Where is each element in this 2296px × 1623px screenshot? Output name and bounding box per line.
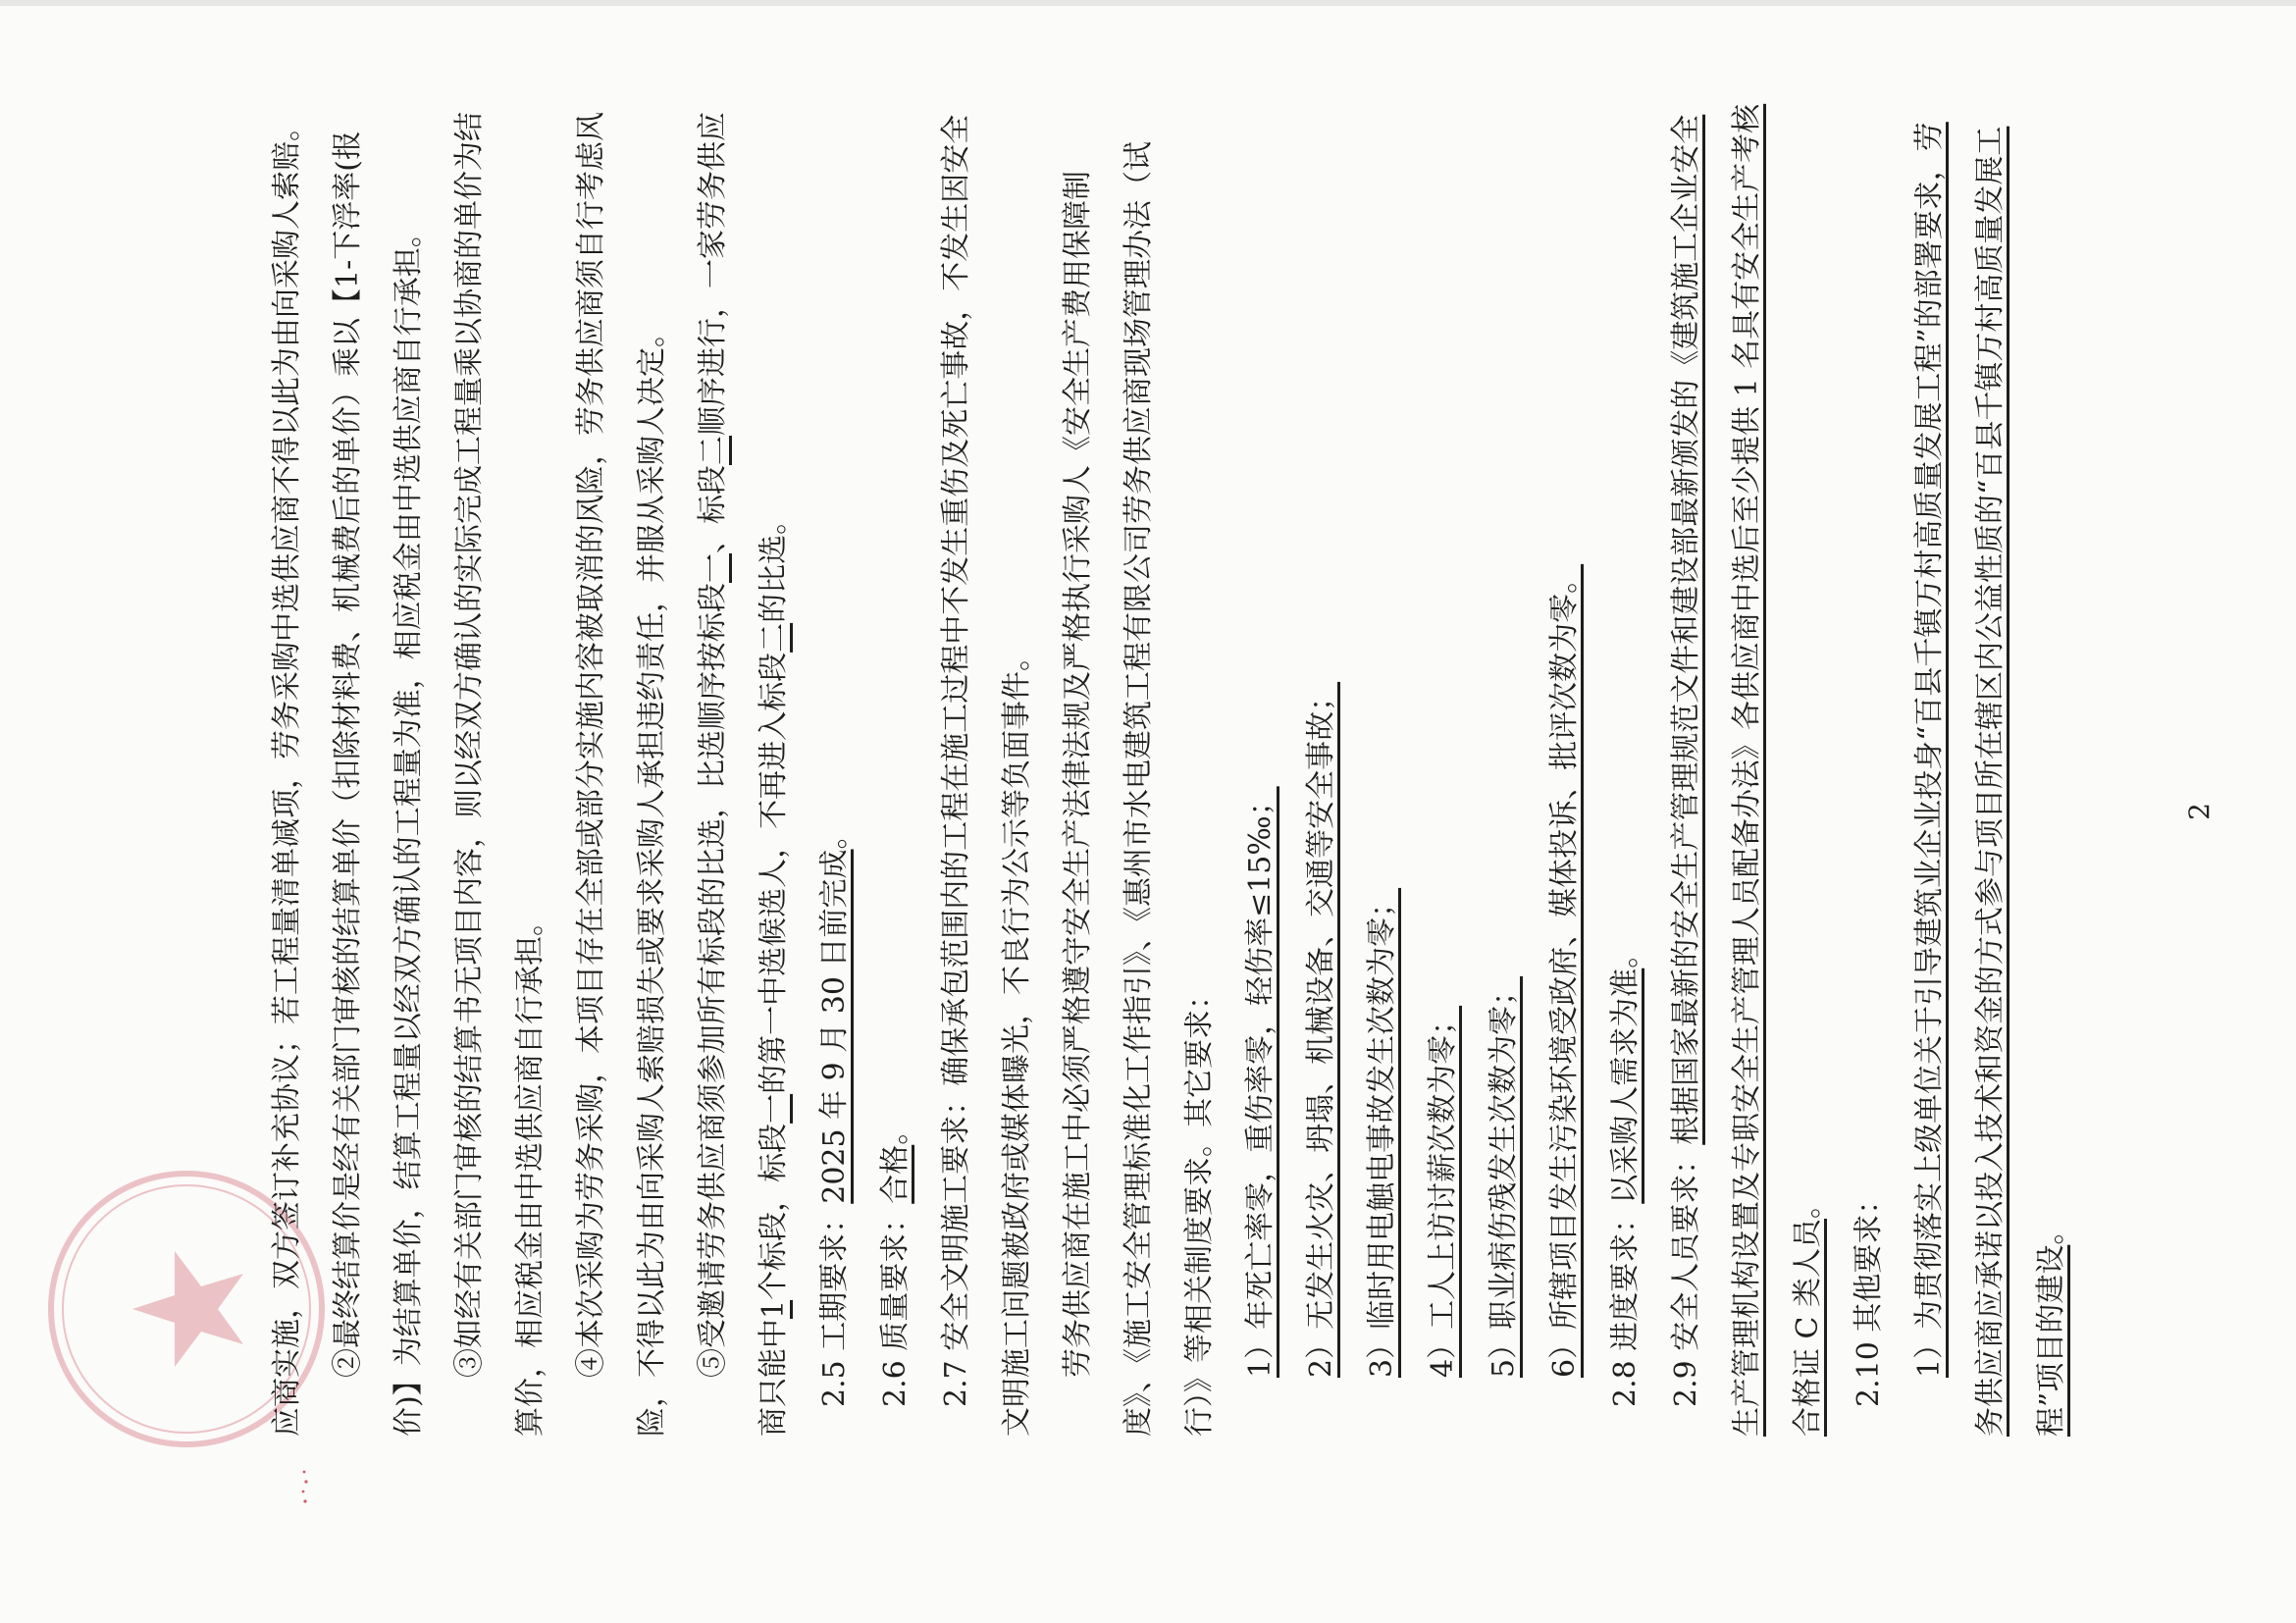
text-run: 、标段 (696, 465, 730, 553)
list-item: 6）所辖项目发生污染环境受政府、媒体投诉、批评次数为零。 (1547, 563, 1582, 1378)
section-label: 2.5 工期要求： (817, 1203, 852, 1407)
text-run: 。 (2034, 1215, 2068, 1245)
list-item: 3）临时用电触电事故发生次数为零； (1365, 887, 1399, 1378)
list-item: 1）年死亡率零，重伤率零，轻伤率≤15‰； (1243, 786, 1278, 1378)
underlined-value: 合格 (878, 1144, 913, 1204)
page-number: 2 (2183, 803, 2216, 820)
text-run: ⑤受邀请劳务供应商须参加所有标段的比选，比选顺序按标段 (696, 583, 730, 1378)
text-run: 个标段，标段 (757, 1123, 791, 1300)
text-run: 。 (817, 819, 852, 850)
body-text (257, 102, 2082, 1437)
underlined-value: 一 (696, 553, 730, 583)
list-item: 5）职业病伤残发生次数为零； (1487, 975, 1521, 1378)
text-run: 的第一中选候选人，不再进入标段 (757, 652, 791, 1094)
section-2-8 (1595, 102, 1656, 1437)
text-run: 。 (1608, 938, 1643, 969)
scan-edge (0, 0, 2296, 6)
paragraph-settlement-3: ③如经有关部门审核的结算书无项目内容，则以经双方确认的实际完成工程量乘以协商的单价为结算价，相应税金由中选供应商自行承担。 (452, 112, 548, 1437)
underlined-value: 1）为贯彻落实上级单位关于引导建筑业企业投身“百县千镇万村高质量发展工程”的部署要求，劳务供应商应承诺以投入技术和资金的方式参与项目所在辖区内公益性质的“百县千镇万村高质量发展工程”项目的建设 (1912, 122, 2068, 1437)
section-2-6 (865, 102, 926, 1437)
section-label: 2.6 质量要求： (878, 1203, 913, 1407)
section-label: 2.8 进度要求： (1608, 1203, 1643, 1407)
underlined-value: 以采购人需求为准 (1608, 968, 1643, 1204)
underlined-value: 2025 年 9 月 30 日前完成 (817, 849, 852, 1204)
text-run: 。 (878, 1115, 913, 1145)
list-item-public-welfare (1900, 102, 2082, 1437)
paragraph-carryover: 应商实施，双方签订补充协议；若工程量清单减项，劳务采购中选供应商不得以此为由向采购人索赔。 (270, 112, 304, 1437)
list-item: 4）工人上访讨薪次数为零； (1426, 1005, 1460, 1378)
section-2-10: 2.10 其他要求： (1852, 1184, 1886, 1407)
underlined-value: 一 (757, 1093, 791, 1124)
underlined-value: 二 (757, 622, 791, 653)
list-item: 2）无发生火灾、坍塌、机械设备、交通等安全事故； (1304, 681, 1338, 1378)
underlined-value: 1 (757, 1299, 791, 1319)
section-2-9 (1656, 102, 1839, 1437)
section-2-5 (805, 102, 865, 1437)
text-run: 。 (1791, 1188, 1825, 1219)
section-2-7: 2.7 安全文明施工要求：确保承包范围内的工程在施工过程中不发生重伤及死亡事故，不发生因安全文明施工问题被政府或媒体曝光，不良行为公示等负面事件。 (939, 114, 1034, 1437)
underlined-value: 二 (696, 436, 730, 465)
paragraph-settlement-5 (683, 102, 805, 1437)
text-run: 的比选。 (757, 504, 791, 623)
paragraph-settlement-4: ④本次采购为劳务采购，本项目存在全部或部分实施内容被取消的风险，劳务供应商须自行考虑风险，不得以此为由向采购人索赔损失或要求采购人承担违约责任，并服从采购人决定。 (574, 112, 669, 1437)
paragraph-settlement-2: ②最终结算价是经有关部门审核的结算单价（扣除材料费、机械费后的单价）乘以【1-下浮率(报价)】为结算单价，结算工程量以经双方确认的工程量为准，相应税金由中选供应商自行承担。 (331, 131, 426, 1437)
section-label: 2.9 安全人员要求： (1669, 1144, 1703, 1407)
text-run: 顺序进行，一家劳务供应商只能中 (696, 112, 791, 1437)
paragraph-safety-rules: 劳务供应商在施工中必须严格遵守安全生产法律法规及严格执行采购人《安全生产费用保障制度》、《施工安全管理标准化工作指引》、《惠州市水电建筑工程有限公司劳务供应商现场管理办法（试行）》等相关制度要求。其它要求： (1061, 141, 1217, 1437)
underlined-value: 根据国家最新的安全生产管理规范文件和建设部最新颁发的《建筑施工企业安全生产管理机构设置及专职安全生产管理人员配备办法》各供应商中选后至少提供 1 名具有安全生产考核合格证 C 类人员 (1669, 103, 1825, 1437)
red-marks (299, 1466, 311, 1505)
